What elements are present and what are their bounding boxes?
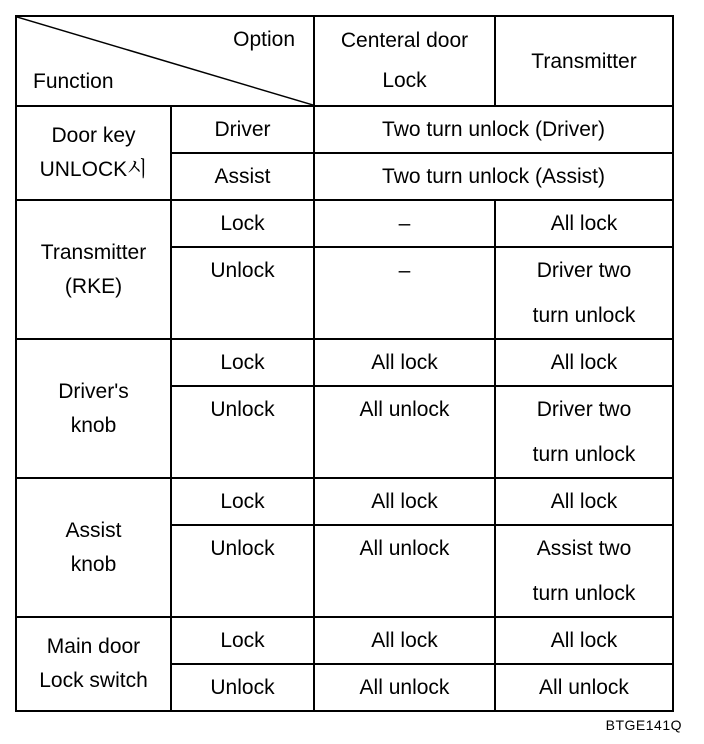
- transmitter-line: Driver two: [536, 259, 632, 282]
- transmitter-line: Assist two: [536, 537, 632, 560]
- central-door-lock-cell: All lock: [314, 617, 495, 664]
- function-cell: [16, 617, 171, 711]
- table-row: [16, 478, 673, 525]
- table-row: [16, 200, 673, 247]
- transmitter-line: All lock: [550, 629, 618, 652]
- function-name-line: Transmitter: [40, 240, 147, 264]
- table-row: [16, 106, 673, 153]
- table-row: [16, 339, 673, 386]
- header-corner-cell: [16, 16, 314, 106]
- transmitter-cell: [495, 200, 673, 247]
- transmitter-cell: [495, 386, 673, 478]
- function-name-line: knob: [70, 413, 117, 437]
- transmitter-line: All lock: [550, 212, 618, 235]
- central-door-lock-cell: All unlock: [314, 386, 495, 478]
- merged-option-cell: Two turn unlock (Assist): [314, 153, 673, 200]
- central-door-lock-cell: All unlock: [314, 525, 495, 617]
- transmitter-cell: [495, 247, 673, 339]
- figure-code: BTGE141Q: [605, 717, 682, 733]
- sub-function-cell: Lock: [171, 200, 314, 247]
- function-cell: [16, 339, 171, 478]
- sub-function-cell: Unlock: [171, 525, 314, 617]
- column-header-central-door-lock: Centeral door Lock: [314, 16, 495, 106]
- transmitter-cell: [495, 339, 673, 386]
- option-label: Option: [233, 28, 295, 51]
- sub-function-cell: Assist: [171, 153, 314, 200]
- function-cell: [16, 478, 171, 617]
- function-name-line: Driver's: [58, 379, 129, 403]
- function-cell: [16, 106, 171, 200]
- transmitter-line: All lock: [550, 351, 618, 374]
- function-name-line: knob: [70, 552, 117, 576]
- transmitter-cell: [495, 525, 673, 617]
- function-name-line: Main door: [46, 635, 141, 658]
- transmitter-line: All lock: [550, 490, 618, 513]
- sub-function-cell: Unlock: [171, 664, 314, 711]
- central-door-lock-cell: All lock: [314, 339, 495, 386]
- sub-function-cell: Lock: [171, 478, 314, 525]
- transmitter-line: Driver two: [536, 398, 632, 421]
- transmitter-line: turn unlock: [532, 304, 636, 327]
- transmitter-line: All unlock: [539, 676, 629, 699]
- central-door-lock-cell: –: [314, 247, 495, 339]
- door-lock-function-table: [15, 15, 674, 712]
- header-row: [16, 16, 673, 106]
- function-name-line: Door key: [51, 124, 136, 147]
- central-door-lock-cell: All lock: [314, 478, 495, 525]
- transmitter-line: turn unlock: [532, 582, 636, 605]
- column-header-transmitter: Transmitter: [495, 16, 673, 106]
- sub-function-cell: Lock: [171, 617, 314, 664]
- function-name-line: Assist: [65, 518, 122, 542]
- transmitter-line: turn unlock: [532, 443, 636, 466]
- sub-function-cell: Driver: [171, 106, 314, 153]
- sub-function-cell: Unlock: [171, 247, 314, 339]
- function-cell: [16, 200, 171, 339]
- transmitter-cell: [495, 664, 673, 711]
- transmitter-cell: [495, 617, 673, 664]
- function-label: Function: [33, 70, 114, 93]
- sub-function-cell: Unlock: [171, 386, 314, 478]
- sub-function-cell: Lock: [171, 339, 314, 386]
- function-name-line: UNLOCK시: [39, 158, 148, 181]
- table-row: [16, 617, 673, 664]
- function-name-line: Lock switch: [39, 669, 148, 692]
- central-door-lock-cell: All unlock: [314, 664, 495, 711]
- central-door-lock-cell: –: [314, 200, 495, 247]
- function-name-line: (RKE): [64, 274, 123, 298]
- transmitter-cell: [495, 478, 673, 525]
- merged-option-cell: Two turn unlock (Driver): [314, 106, 673, 153]
